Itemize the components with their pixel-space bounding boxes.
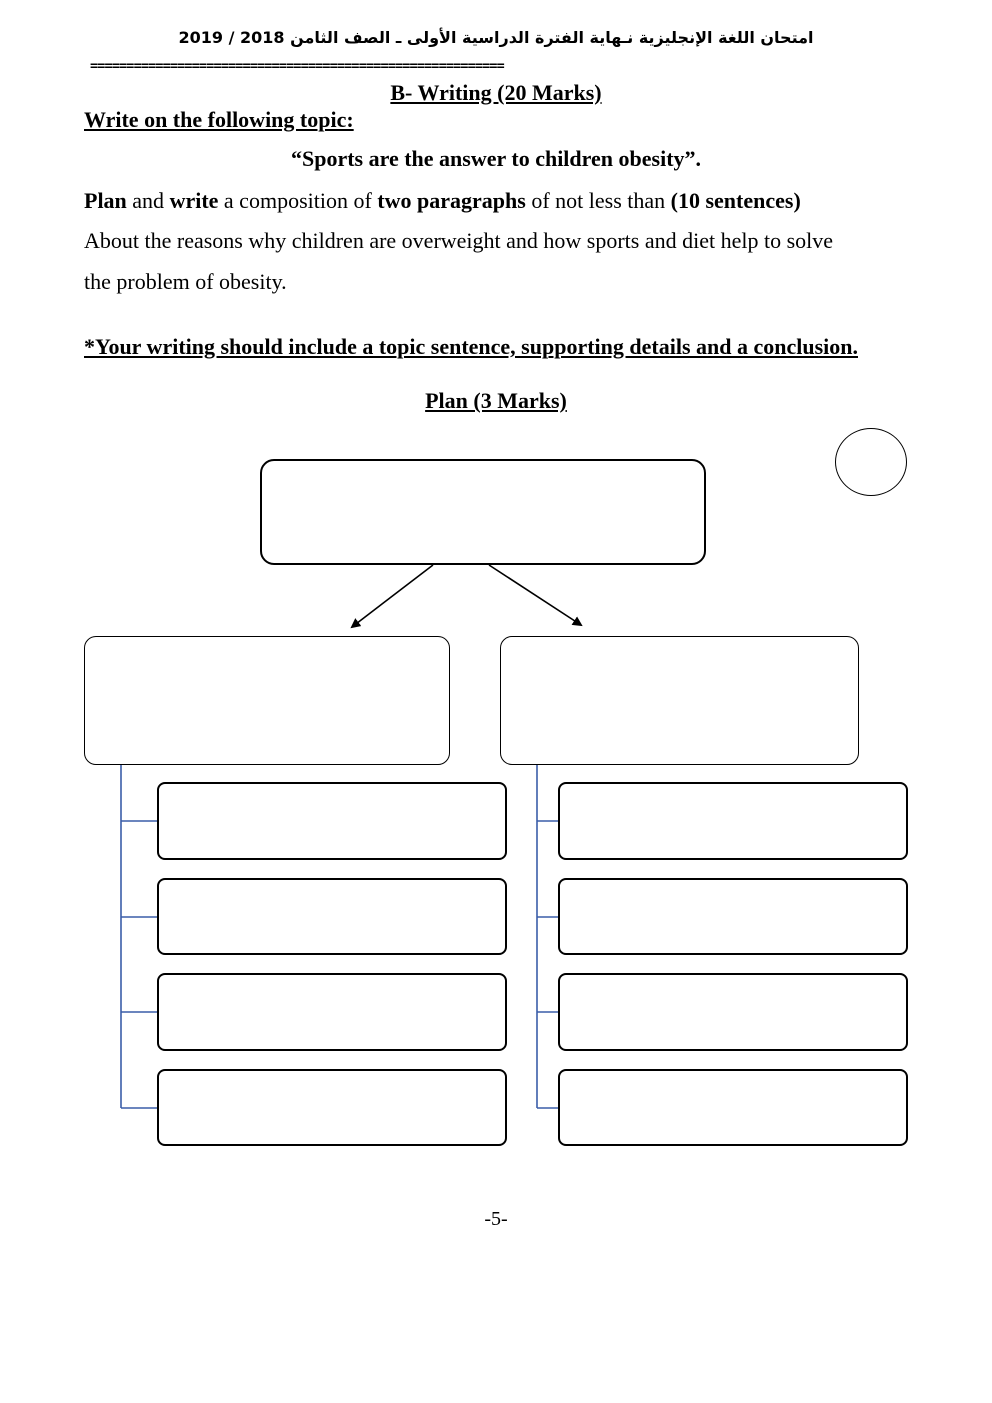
task-text-1: and xyxy=(126,188,170,213)
left-detail-box[interactable] xyxy=(157,1069,507,1146)
task-word-write: write xyxy=(169,188,219,213)
right-bracket xyxy=(537,764,559,1108)
task-word-sentences: (10 sentences) xyxy=(670,188,801,213)
right-detail-box[interactable] xyxy=(558,878,908,955)
left-bracket xyxy=(121,764,158,1108)
plan-title: Plan (3 Marks) xyxy=(425,388,567,413)
task-line-2: About the reasons why children are overweight and how sports and diet help to solve xyxy=(84,228,834,253)
paragraph-two-box[interactable] xyxy=(500,636,859,765)
right-detail-box[interactable] xyxy=(558,782,908,860)
paragraph-one-box[interactable] xyxy=(84,636,450,765)
topic-title: “Sports are the answer to children obesity”. xyxy=(290,146,702,171)
left-detail-box[interactable] xyxy=(157,973,507,1051)
task-line-3: the problem of obesity. xyxy=(84,269,287,294)
left-detail-box[interactable] xyxy=(157,782,507,860)
right-detail-box[interactable] xyxy=(558,1069,908,1146)
task-text-2: a composition of xyxy=(218,188,378,213)
writing-note: *Your writing should include a topic sentence, supporting details and a conclusion. xyxy=(84,334,858,359)
exam-header: امتحان اللغة الإنجليزية نـهاية الفترة الدراسية الأولى ـ الصف الثامن 2018 / 2019 xyxy=(178,28,814,47)
task-text-3: of not less than xyxy=(525,188,671,213)
page-number: -5- xyxy=(484,1208,508,1230)
arrow-left xyxy=(352,565,433,627)
arrow-right xyxy=(489,565,581,625)
section-title: B- Writing (20 Marks) xyxy=(390,80,602,105)
left-detail-box[interactable] xyxy=(157,878,507,955)
task-word-paragraphs: two paragraphs xyxy=(377,188,526,213)
right-detail-box[interactable] xyxy=(558,973,908,1051)
main-idea-box[interactable] xyxy=(260,459,706,565)
topic-instruction: Write on the following topic: xyxy=(84,107,354,132)
header-divider: ========================================================= xyxy=(90,59,504,74)
task-word-plan: Plan xyxy=(84,188,127,213)
